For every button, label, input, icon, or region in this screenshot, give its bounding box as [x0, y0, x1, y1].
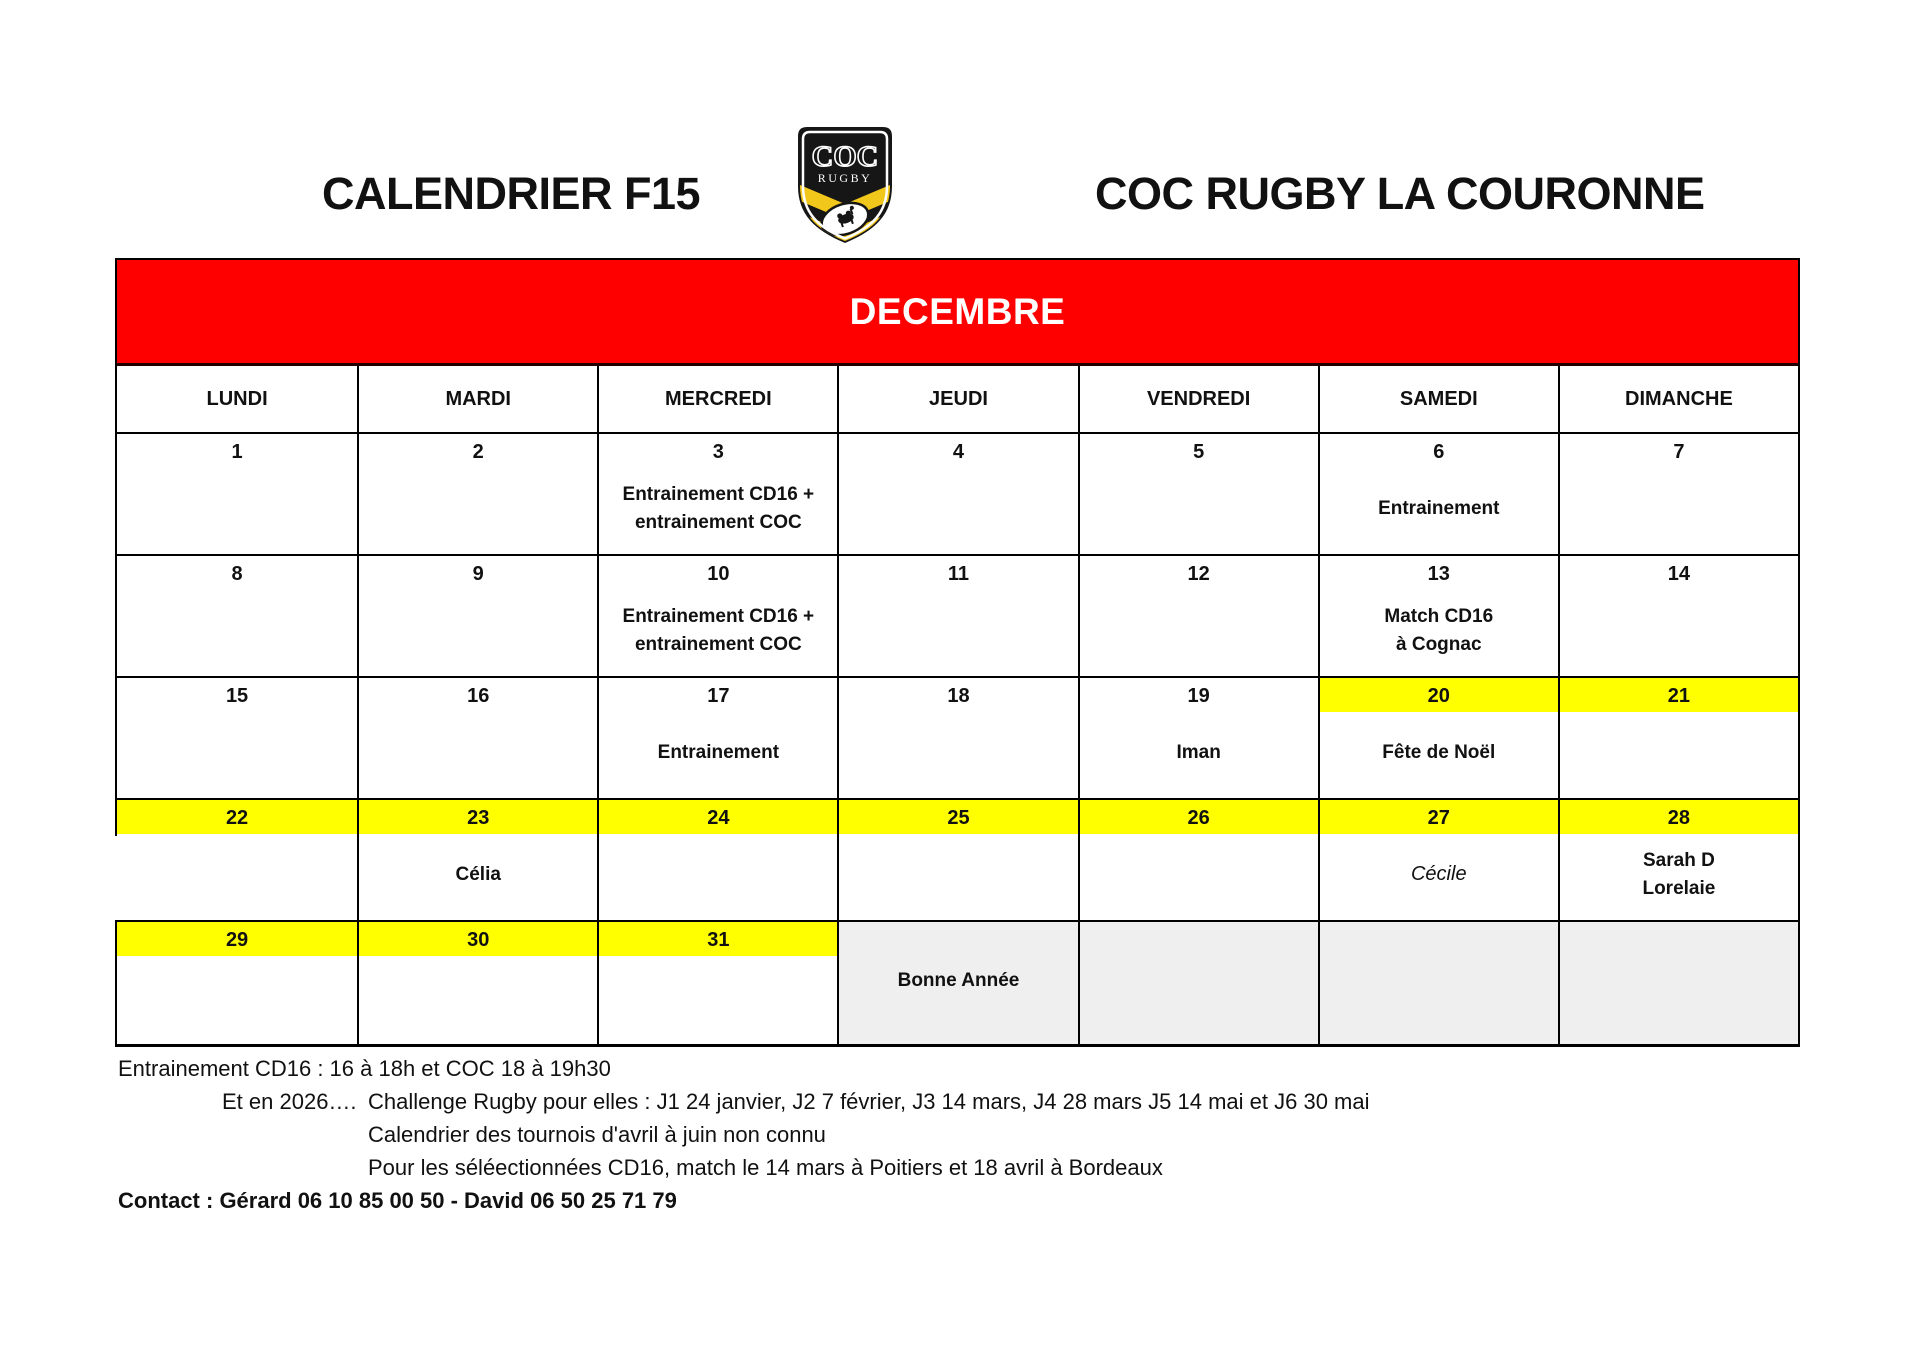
day-events: [1560, 468, 1798, 554]
date-number: 17: [707, 684, 730, 707]
out-of-month-cell: [1318, 922, 1558, 1044]
date-number-highlighted: 31: [599, 922, 837, 956]
day-events: [1320, 922, 1558, 1044]
note-tournaments: Calendrier des tournois d'avril à juin non connu: [368, 1122, 826, 1147]
day-cell: [357, 678, 597, 798]
date-number: 18: [947, 684, 970, 707]
day-events: [117, 956, 357, 1044]
date-number: 5: [1193, 440, 1205, 463]
club-name: COC RUGBY LA COURONNE: [1095, 168, 1705, 219]
day-events: [599, 468, 837, 554]
missing-border-gap: [115, 836, 117, 920]
day-events: [359, 468, 597, 554]
date-number: 6: [1433, 440, 1445, 463]
calendar-week-row: [117, 554, 1798, 676]
month-banner: [117, 260, 1798, 366]
day-events: [839, 834, 1077, 920]
weekday-dimanche: DIMANCHE: [1558, 366, 1798, 432]
weekday-jeudi: JEUDI: [837, 366, 1077, 432]
date-number: 11: [947, 562, 970, 585]
day-cell: [117, 434, 357, 554]
day-cell: [117, 800, 357, 920]
day-events: [1080, 468, 1318, 554]
day-events: [1080, 922, 1318, 1044]
day-events: [839, 468, 1077, 554]
date-number: 10: [707, 562, 730, 585]
date-number: 8: [231, 562, 243, 585]
day-cell: [1078, 800, 1318, 920]
event-label: Lorelaie: [1642, 877, 1716, 899]
date-number-highlighted: 25: [839, 800, 1077, 834]
date-number-highlighted: 28: [1560, 800, 1798, 834]
event-label: Sarah D: [1643, 849, 1715, 871]
day-events: [359, 956, 597, 1044]
day-events: [1320, 590, 1558, 676]
date-number-highlighted: 26: [1080, 800, 1318, 834]
day-cell: [1558, 678, 1798, 798]
event-label: Iman: [1176, 741, 1221, 763]
date-number-highlighted: 27: [1320, 800, 1558, 834]
event-label: Célia: [455, 863, 501, 885]
calendar-table: [115, 258, 1800, 1047]
day-events: [1080, 712, 1318, 798]
weekday-vendredi: VENDREDI: [1078, 366, 1318, 432]
event-label: entrainement COC: [634, 633, 802, 655]
day-events: [117, 712, 357, 798]
day-events: [117, 834, 357, 920]
day-events: [1080, 834, 1318, 920]
event-label: entrainement COC: [634, 511, 802, 533]
day-cell: [357, 922, 597, 1044]
day-cell: [117, 556, 357, 676]
logo-coc-text: COC: [811, 140, 879, 173]
calendar-week-row: [117, 432, 1798, 554]
day-events: [1560, 590, 1798, 676]
date-number: 16: [467, 684, 490, 707]
day-events: [599, 956, 837, 1044]
out-of-month-cell: [837, 922, 1077, 1044]
day-cell: [357, 556, 597, 676]
date-number-highlighted: 29: [117, 922, 357, 956]
day-events: [1080, 590, 1318, 676]
date-number-highlighted: 22: [117, 800, 357, 834]
date-number: 13: [1427, 562, 1450, 585]
day-cell: [357, 800, 597, 920]
day-cell: [1078, 556, 1318, 676]
footer-notes: [118, 1052, 1370, 1217]
event-label: Entrainement: [1378, 497, 1500, 519]
date-number-highlighted: 30: [359, 922, 597, 956]
logo-rugby-text: RUGBY: [817, 171, 873, 185]
day-events: [117, 468, 357, 554]
day-cell: [837, 800, 1077, 920]
calendar-week-row: [117, 676, 1798, 798]
day-events: [1560, 922, 1798, 1044]
day-events: [1560, 712, 1798, 798]
day-cell: [1558, 556, 1798, 676]
rugby-club-crest-icon: [793, 124, 897, 244]
day-events: [599, 590, 837, 676]
event-label: Entrainement CD16 +: [622, 483, 815, 505]
day-events: [1320, 834, 1558, 920]
day-events: [359, 834, 597, 920]
club-logo: [793, 124, 897, 244]
day-cell: [357, 434, 597, 554]
note-2026: [118, 1085, 1370, 1118]
day-events: [599, 712, 837, 798]
event-label: Entrainement: [657, 741, 780, 763]
day-cell: [597, 556, 837, 676]
event-label: Cécile: [1410, 862, 1467, 885]
event-label: à Cognac: [1396, 633, 1482, 655]
calendar-week-row: [117, 920, 1798, 1044]
date-number-highlighted: 24: [599, 800, 837, 834]
day-cell: [837, 434, 1077, 554]
date-number: 3: [712, 440, 724, 463]
day-events: [117, 590, 357, 676]
day-events: [839, 922, 1077, 1044]
day-events: [1320, 468, 1558, 554]
date-number: 14: [1667, 562, 1691, 585]
note-training-hours: Entrainement CD16 : 16 à 18h et COC 18 à 19h30: [118, 1056, 611, 1081]
date-number: 12: [1187, 562, 1210, 585]
calendar-week-row: [117, 798, 1798, 920]
day-cell: [117, 922, 357, 1044]
day-cell: [597, 678, 837, 798]
weekday-mardi: MARDI: [357, 366, 597, 432]
date-number: 15: [225, 684, 249, 707]
day-cell: [837, 678, 1077, 798]
contact-info: Contact : Gérard 06 10 85 00 50 - David 06 50 25 71 79: [118, 1188, 677, 1213]
event-label: Bonne Année: [897, 969, 1020, 991]
day-events: [839, 590, 1077, 676]
out-of-month-cell: [1078, 922, 1318, 1044]
calendar-body: [117, 432, 1798, 1044]
month-label: DECEMBRE: [849, 290, 1066, 332]
day-events: [1560, 834, 1798, 920]
day-events: [839, 712, 1077, 798]
day-cell: [1558, 434, 1798, 554]
day-cell: [837, 556, 1077, 676]
date-number: 7: [1673, 440, 1685, 463]
note-cd16-matches: Pour les séléectionnées CD16, match le 14 mars à Poitiers et 18 avril à Bordeaux: [368, 1155, 1163, 1180]
day-events: [359, 712, 597, 798]
page-title: CALENDRIER F15: [322, 168, 701, 219]
day-cell: [1558, 800, 1798, 920]
weekday-lundi: LUNDI: [206, 387, 268, 410]
note-2026-prefix: Et en 2026….: [222, 1089, 357, 1114]
day-events: [359, 590, 597, 676]
event-label: Match CD16: [1384, 605, 1494, 627]
note-2026-text: Challenge Rugby pour elles : J1 24 janvier, J2 7 février, J3 14 mars, J4 28 mars J5 14 mai et J6 30 mai: [368, 1089, 1370, 1114]
weekday-header-row: [117, 366, 1798, 432]
out-of-month-cell: [1558, 922, 1798, 1044]
day-cell: [1318, 678, 1558, 798]
date-number: 2: [472, 440, 484, 463]
day-cell: [117, 678, 357, 798]
day-events: [1320, 712, 1558, 798]
date-number-highlighted: 21: [1560, 678, 1798, 712]
event-label: Entrainement CD16 +: [622, 605, 815, 627]
date-number: 9: [472, 562, 484, 585]
event-label: Fête de Noël: [1382, 741, 1496, 763]
weekday-mercredi: MERCREDI: [597, 366, 837, 432]
date-number-highlighted: 23: [359, 800, 597, 834]
day-cell: [597, 434, 837, 554]
day-cell: [1078, 434, 1318, 554]
day-cell: [1318, 800, 1558, 920]
day-events: [599, 834, 837, 920]
day-cell: [597, 922, 837, 1044]
day-cell: [1318, 556, 1558, 676]
day-cell: [597, 800, 837, 920]
date-number: 19: [1187, 684, 1210, 707]
date-number: 4: [952, 440, 965, 463]
day-cell: [1078, 678, 1318, 798]
date-number-highlighted: 20: [1320, 678, 1558, 712]
day-cell: [1318, 434, 1558, 554]
weekday-samedi: SAMEDI: [1318, 366, 1558, 432]
date-number: 1: [231, 440, 243, 463]
